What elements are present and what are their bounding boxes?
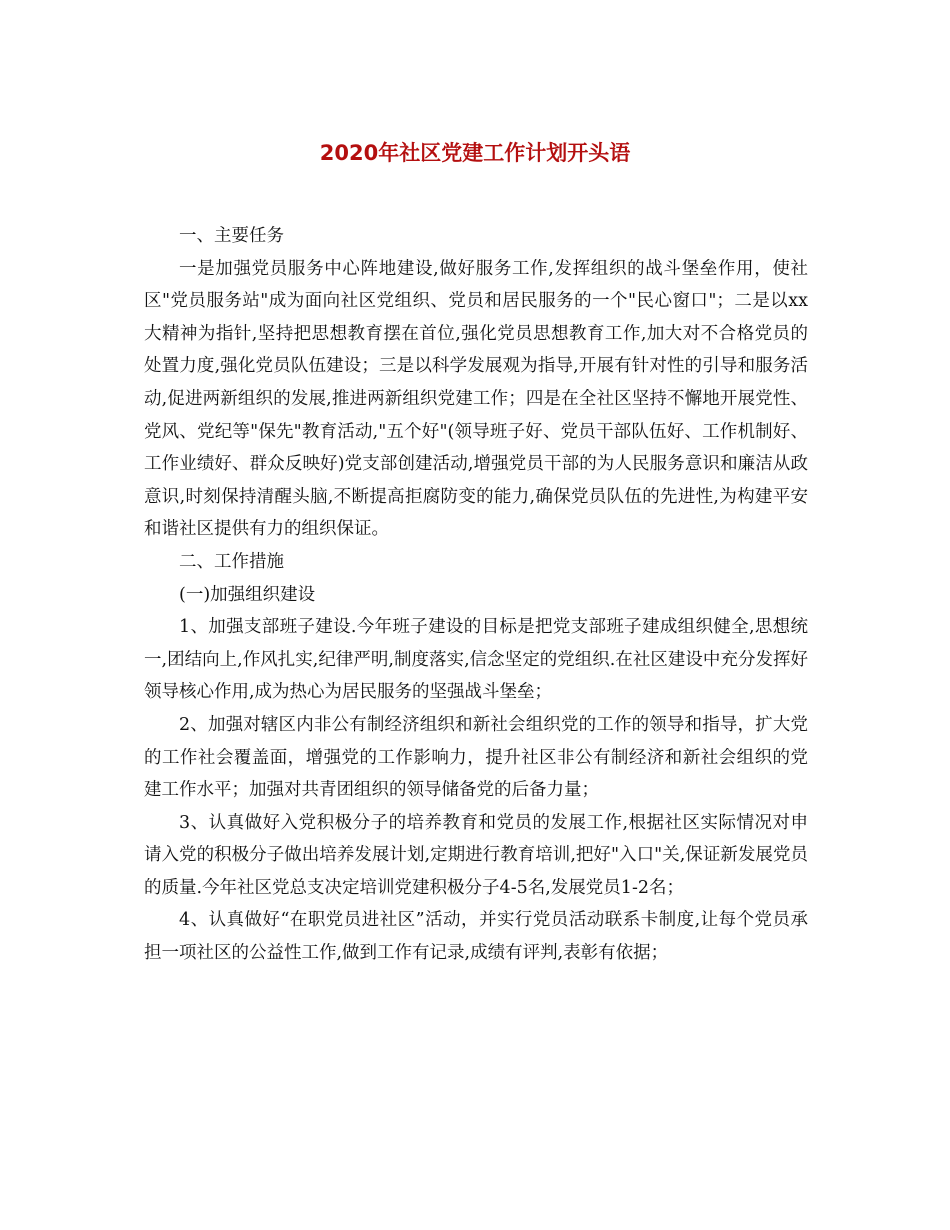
- paragraph-item-1: 1、加强支部班子建设.今年班子建设的目标是把党支部班子建成组织健全,思想统一,团结向上,作风扎实,纪律严明,制度落实,信念坚定的党组织.在社区建设中充分发挥好领导核心作用,成为热心为居民服务的坚强战斗堡垒；: [144, 617, 808, 703]
- document-title: 2020年社区党建工作计划开头语: [319, 141, 631, 165]
- subheading-organization: (一)加强组织建设: [179, 584, 316, 605]
- heading-main-tasks: 一、主要任务: [179, 226, 284, 246]
- paragraph-item-3: 3、认真做好入党积极分子的培养教育和党员的发展工作,根据社区实际情况对申请入党的积极分子做出培养发展计划,定期进行教育培训,把好"入口"关,保证新发展党员的质量.今年社区党总支决定培训党建积极分子4-5名,发展党员1-2名；: [144, 812, 808, 898]
- paragraph-main-tasks: 一是加强党员服务中心阵地建设,做好服务工作,发挥组织的战斗堡垒作用，使社区"党员服务站"成为面向社区党组织、党员和居民服务的一个"民心窗口"；二是以xx大精神为指针,坚持把思想教育摆在首位,强化党员思想教育工作,加大对不合格党员的处置力度,强化党员队伍建设；三是以科学发展观为指导,开展有针对性的引导和服务活动,促进两新组织的发展,推进两新组织党建工作；四是在全社区坚持不懈地开展党性、党风、党纪等"保先"教育活动,"五个好"(领导班子好、党员干部队伍好、工作机制好、工作业绩好、群众反映好)党支部创建活动,增强党员干部的为人民服务意识和廉洁从政意识,时刻保持清醒头脑,不断提高拒腐防变的能力,确保党员队伍的先进性,为构建平安和谐社区提供有力的组织保证。: [144, 258, 808, 540]
- paragraph-item-4: 4、认真做好“在职党员进社区”活动，并实行党员活动联系卡制度,让每个党员承担一项社区的公益性工作,做到工作有记录,成绩有评判,表彰有依据；: [144, 910, 808, 964]
- paragraph-item-2: 2、加强对辖区内非公有制经济组织和新社会组织党的工作的领导和指导，扩大党的工作社会覆盖面，增强党的工作影响力，提升社区非公有制经济和新社会组织的党建工作水平；加强对共青团组织的领导储备党的后备力量；: [144, 714, 808, 801]
- document-body: [144, 220, 808, 970]
- heading-work-measures: 二、工作措施: [179, 551, 284, 572]
